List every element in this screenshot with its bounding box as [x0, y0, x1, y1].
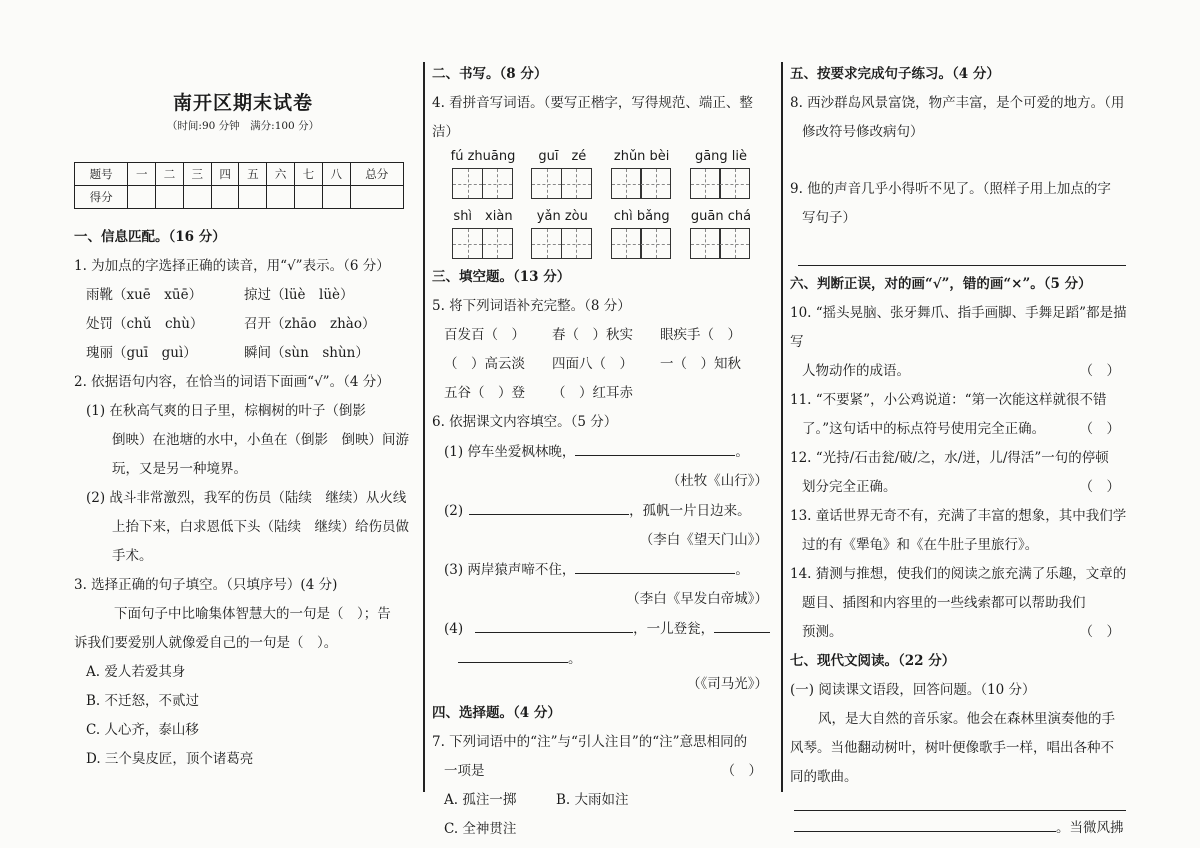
pronunciation-row [74, 281, 412, 310]
question-5: 5. 将下列词语补充完整。（8 分） [432, 298, 631, 314]
exam-info: （时间:90 分钟 满分:100 分） [166, 120, 320, 132]
section-4-title: 四、选择题。（4 分） [432, 705, 561, 721]
pronunciation-item[interactable]: 瞬间（sùn shùn） [244, 345, 369, 361]
idiom-item: 五谷（ ）登 [444, 385, 525, 401]
q3-prompt-line-2: 诉我们要爱别人就像爱自己的一句是（ ）。 [74, 635, 338, 651]
pinyin-row-2 [432, 207, 772, 259]
answer-paren[interactable]: （ ） [1079, 479, 1120, 495]
poem-4-source: （《司马光》） [687, 676, 768, 692]
score-input-cell[interactable] [239, 186, 267, 209]
q12-text: 划分完全正确。 [802, 479, 897, 495]
pinyin-word [684, 147, 758, 199]
poem-1-source: （杜牧《山行》） [666, 473, 768, 489]
answer-blank[interactable] [458, 644, 568, 663]
question-14-line-3 [790, 618, 1130, 647]
q3-option-d: D. 三个臭皮匠，顶个诸葛亮 [86, 751, 254, 767]
idiom-item: 百发百（ ） [444, 327, 525, 343]
q2-item-2-line-3: 手术。 [112, 548, 153, 564]
poem-3-end: 。 [735, 562, 749, 578]
pronunciation-item[interactable]: 处罚（chǔ chù） [86, 316, 204, 332]
writing-box[interactable] [690, 228, 721, 259]
idiom-item: 一（ ）知秋 [660, 356, 741, 372]
pinyin-label: yǎn zòu [536, 209, 588, 224]
pinyin-word [446, 147, 520, 199]
passage-line-2: 风琴。当他翻动树叶，树叶便像歌手一样，唱出各种不 [790, 740, 1114, 756]
writing-grid [446, 228, 520, 259]
question-13-line-1: 13. 童话世界无奇不有，充满了丰富的想象，其中我们学 [790, 508, 1127, 524]
q2-item-2-line-1: (2) 战斗非常激烈，我军的伤员（陆续 继续）从火线 [86, 490, 407, 506]
question-14-line-2: 题目、插图和内容里的一些线索都可以帮助我们 [802, 595, 1086, 611]
score-header-cell: 总分 [350, 163, 403, 186]
answer-line[interactable] [794, 792, 1126, 811]
answer-blank[interactable] [714, 614, 770, 633]
passage-tail: 。当微风拂 [1056, 820, 1124, 836]
poem-3 [432, 555, 772, 585]
section-5-title: 五、按要求完成句子练习。（4 分） [790, 66, 1000, 82]
question-13-line-2: 过的有《犟龟》和《在牛肚子里旅行》。 [802, 537, 1039, 553]
score-input-cell[interactable] [350, 186, 403, 209]
poem-2 [432, 496, 772, 526]
score-header-cell: 八 [322, 163, 350, 186]
q11-text: 了。”这句话中的标点符号使用完全正确。 [802, 421, 1046, 437]
writing-grid [446, 168, 520, 199]
idiom-item: 眼疾手（ ） [660, 327, 741, 343]
pinyin-label: guī zé [538, 149, 587, 164]
q7-option-b: B. 大雨如注 [556, 792, 629, 808]
score-header-cell: 二 [156, 163, 184, 186]
q3-option-b: B. 不迁怒，不贰过 [86, 693, 200, 709]
poem-4-num: (4) [444, 621, 464, 637]
q10-text: 人物动作的成语。 [802, 363, 910, 379]
writing-box[interactable] [531, 168, 562, 199]
poem-1-end: 。 [735, 444, 749, 460]
answer-line[interactable] [798, 243, 1126, 266]
column-2 [432, 60, 772, 844]
writing-box[interactable] [561, 168, 592, 199]
score-table [74, 162, 404, 209]
question-9-line-1: 9. 他的声音几乎小得听不见了。（照样子用上加点的字 [790, 181, 1111, 197]
passage-line-4 [790, 813, 1130, 843]
idiom-row-2 [432, 350, 772, 379]
writing-grid [605, 168, 679, 199]
question-12-line-1: 12. “光持/石击瓮/破/之，水/迸，儿/得活”一句的停顿 [790, 450, 1109, 466]
question-7: 7. 下列词语中的“注”与“引人注目”的“注”意思相同的 [432, 734, 748, 750]
score-table-score-row [75, 186, 404, 209]
answer-paren[interactable]: （ ） [1079, 624, 1120, 640]
column-1 [74, 60, 412, 774]
section-6-title: 六、判断正误，对的画“√”，错的画“×”。（5 分） [790, 276, 1092, 292]
poem-3-text: (3) 两岸猿声啼不住， [444, 562, 576, 578]
q7-text: 一项是 [444, 763, 485, 779]
question-3: 3. 选择正确的句子填空。（只填序号）(4 分) [74, 577, 338, 593]
writing-box[interactable] [719, 228, 750, 259]
question-10-line-1: 10. “摇头晃脑、张牙舞爪、指手画脚、手舞足蹈”都是描写 [790, 305, 1127, 350]
writing-box[interactable] [452, 168, 483, 199]
question-7-line-2 [432, 757, 772, 786]
answer-blank[interactable] [475, 614, 633, 633]
answer-paren[interactable]: （ ） [1079, 363, 1120, 379]
question-9-line-2: 写句子） [802, 210, 856, 226]
page-title: 南开区期末试卷 [172, 92, 313, 114]
answer-blank[interactable] [794, 813, 1056, 832]
pinyin-label: chì bǎng [613, 209, 670, 224]
idiom-item: 四面八（ ） [552, 356, 633, 372]
score-input-cell[interactable] [295, 186, 323, 209]
pinyin-label: fú zhuāng [450, 149, 516, 164]
score-header-cell: 四 [211, 163, 239, 186]
answer-blank[interactable] [469, 496, 629, 515]
pinyin-label: guān chá [690, 209, 752, 224]
writing-box[interactable] [719, 168, 750, 199]
poem-2-text: ，孤帆一片日边来。 [629, 503, 751, 519]
score-header-cell: 七 [295, 163, 323, 186]
poem-4-end: 。 [568, 651, 582, 667]
score-row-label: 得分 [75, 186, 128, 209]
poem-2-num: (2) [444, 503, 464, 519]
q3-option-a: A. 爱人若爱其身 [86, 664, 186, 680]
pinyin-row-1 [432, 147, 772, 199]
question-6: 6. 依据课文内容填空。（5 分） [432, 414, 618, 430]
pronunciation-item[interactable]: 瑰丽（guī guì） [86, 345, 197, 361]
score-input-cell[interactable] [267, 186, 295, 209]
answer-paren[interactable]: （ ） [721, 763, 762, 779]
writing-box[interactable] [531, 228, 562, 259]
question-14-line-1: 14. 猜测与推想，使我们的阅读之旅充满了乐趣，文章的 [790, 566, 1127, 582]
question-2: 2. 依据语句内容，在恰当的词语下面画“√”。（4 分） [74, 374, 390, 390]
score-input-cell[interactable] [128, 186, 156, 209]
pronunciation-row [74, 310, 412, 339]
score-input-cell[interactable] [211, 186, 239, 209]
pinyin-label: shì xiàn [453, 209, 513, 224]
passage-line-1: 风，是大自然的音乐家。他会在森林里演奏他的手 [818, 711, 1115, 727]
q7-option-a: A. 孤注一掷 [444, 792, 517, 808]
pronunciation-item[interactable]: 召开（zhāo zhào） [244, 316, 376, 332]
answer-blank[interactable] [575, 555, 735, 574]
pinyin-label: zhǔn bèi [613, 149, 670, 164]
passage-line-3: 同的歌曲。 [790, 769, 858, 785]
column-divider-right [781, 62, 783, 792]
score-header-cell: 三 [183, 163, 211, 186]
pinyin-word [525, 207, 599, 259]
score-header-cell: 六 [267, 163, 295, 186]
writing-box[interactable] [611, 228, 642, 259]
pinyin-label: gāng liè [694, 149, 748, 164]
question-10-line-2 [790, 357, 1130, 386]
writing-box[interactable] [640, 168, 671, 199]
writing-grid [684, 168, 758, 199]
pronunciation-item[interactable]: 雨靴（xuē xūē） [86, 287, 203, 303]
q7-option-c: C. 全神贯注 [444, 821, 517, 837]
poem-2-source: （李白《望天门山》） [639, 532, 768, 548]
poem-4-text: ，一儿登瓮， [633, 621, 715, 637]
section-1-title: 一、信息匹配。（16 分） [74, 229, 226, 245]
idiom-item: 春（ ）秋实 [552, 327, 633, 343]
answer-paren[interactable]: （ ） [1079, 421, 1120, 437]
q14-text: 预测。 [802, 624, 843, 640]
pronunciation-item[interactable]: 掠过（lüè lüè） [244, 287, 354, 303]
writing-grid [525, 228, 599, 259]
writing-grid [525, 168, 599, 199]
poem-1-text: (1) 停车坐爱枫林晚， [444, 444, 576, 460]
poem-3-source: （李白《早发白帝城》） [626, 591, 768, 607]
writing-box[interactable] [452, 228, 483, 259]
q2-item-1-line-2: 倒映）在池塘的水中，小鱼在（倒影 倒映）间游 [112, 432, 409, 448]
section-3-title: 三、填空题。（13 分） [432, 269, 571, 285]
pronunciation-pairs [74, 281, 412, 368]
question-12-line-2 [790, 473, 1130, 502]
section-7-title: 七、现代文阅读。（22 分） [790, 653, 956, 669]
score-header-cell: 五 [239, 163, 267, 186]
question-8-line-2: 修改符号修改病句） [802, 124, 924, 140]
writing-box[interactable] [611, 168, 642, 199]
section-2-title: 二、书写。（8 分） [432, 66, 548, 82]
q2-item-1-line-3: 玩，又是另一种境界。 [112, 461, 247, 477]
q2-item-2-line-2: 上抬下来，白求恩低下头（陆续 继续）给伤员做 [112, 519, 409, 535]
pinyin-word [446, 207, 520, 259]
poem-4 [432, 614, 772, 644]
writing-box[interactable] [482, 228, 513, 259]
score-input-cell[interactable] [322, 186, 350, 209]
idiom-item: （ ）红耳赤 [552, 385, 633, 401]
answer-blank[interactable] [575, 437, 735, 456]
question-11-line-1: 11. “不要紧”，小公鸡说道：“第一次能这样就很不错 [790, 392, 1107, 408]
writing-box[interactable] [690, 168, 721, 199]
pinyin-word [525, 147, 599, 199]
pinyin-word [605, 147, 679, 199]
q3-prompt-line-1: 下面句子中比喻集体智慧大的一句是（ ）；告 [114, 606, 391, 622]
idiom-row-3 [432, 379, 772, 408]
question-4: 4. 看拼音写词语。（要写正楷字，写得规范、端正、整洁） [432, 95, 753, 140]
question-11-line-2 [790, 415, 1130, 444]
idiom-row-1 [432, 321, 772, 350]
writing-box[interactable] [561, 228, 592, 259]
q3-option-c: C. 人心齐，泰山移 [86, 722, 199, 738]
question-1: 1. 为加点的字选择正确的读音，用“√”表示。（6 分） [74, 258, 390, 274]
pinyin-word [684, 207, 758, 259]
idiom-item: （ ）高云淡 [444, 356, 525, 372]
writing-box[interactable] [482, 168, 513, 199]
score-header-cell: 题号 [75, 163, 128, 186]
q2-item-1-line-1: (1) 在秋高气爽的日子里，棕榈树的叶子（倒影 [86, 403, 366, 419]
score-header-cell: 一 [128, 163, 156, 186]
poem-1 [432, 437, 772, 467]
pinyin-word [605, 207, 679, 259]
column-3 [790, 60, 1130, 843]
score-input-cell[interactable] [156, 186, 184, 209]
score-input-cell[interactable] [183, 186, 211, 209]
q7-options [432, 786, 772, 844]
subsection-title: (一) 阅读课文语段，回答问题。（10 分） [790, 682, 1036, 698]
writing-grid [684, 228, 758, 259]
question-8-line-1: 8. 西沙群岛风景富饶，物产丰富，是个可爱的地方。（用 [790, 95, 1125, 111]
pronunciation-row [74, 339, 412, 368]
writing-box[interactable] [640, 228, 671, 259]
writing-grid [605, 228, 679, 259]
score-table-header-row [75, 163, 404, 186]
column-divider-left [423, 62, 425, 792]
